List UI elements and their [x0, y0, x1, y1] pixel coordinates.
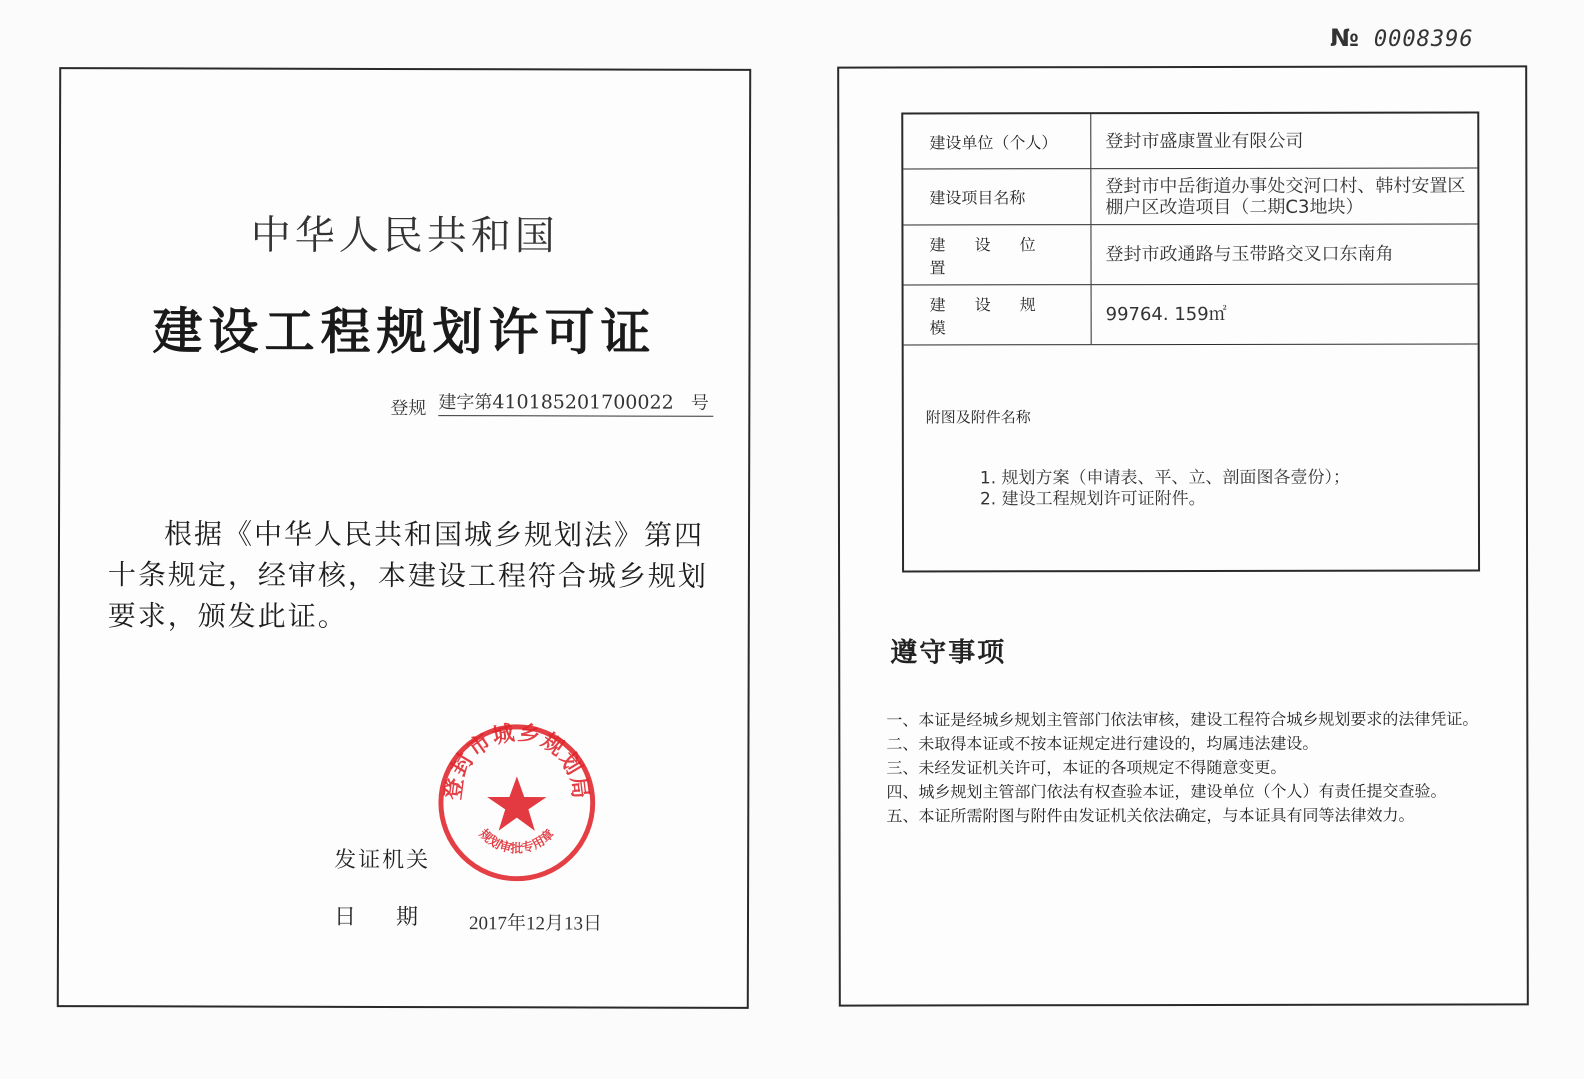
table-row: [903, 113, 1477, 169]
seal-bottom-text: 规划审批专用章: [476, 826, 557, 856]
list-item: 二、未取得本证或不按本证规定进行建设的，均属违法建设。: [886, 733, 1319, 754]
svg-text:规划审批专用章: [476, 825, 557, 856]
table-row: [904, 284, 1478, 345]
permit-suffix: 号: [690, 392, 709, 414]
list-item: 四、城乡规划主管部门依法有权查验本证，建设单位（个人）有责任提交查验。: [886, 781, 1447, 802]
row-value: 登封市政通路与玉带路交叉口东南角: [1105, 243, 1394, 266]
row-label: 建 设 位 置: [903, 225, 1091, 284]
list-item: 2. 建设工程规划许可证附件。: [979, 488, 1206, 510]
list-item: 三、未经发证机关许可，本证的各项规定不得随意变更。: [886, 757, 1287, 778]
list-item: 1. 规划方案（申请表、平、立、剖面图各壹份）；: [979, 467, 1351, 489]
serial-number: [1330, 24, 1474, 52]
list-item: 一、本证是经城乡规划主管部门依法审核，建设工程符合城乡规划要求的法律凭证。: [886, 709, 1479, 730]
certificate-front-page: [57, 67, 751, 1009]
certificate-body-text: 根据《中华人民共和国城乡规划法》第四十条规定，经审核，本建设工程符合城乡规划要求，颁发此证。: [107, 517, 708, 633]
seal-star-icon: [487, 776, 547, 831]
row-value: 登封市盛康置业有限公司: [1105, 130, 1304, 152]
project-info-table: [901, 111, 1480, 572]
row-label: 建设项目名称: [903, 169, 1091, 224]
attachments-heading: 附图及附件名称: [925, 408, 1031, 427]
row-label: 建设单位（个人）: [903, 114, 1091, 168]
notes-heading: 遵守事项: [890, 637, 1007, 669]
row-value: 99764. 159㎡: [1105, 303, 1227, 326]
certificate-title: 建设工程规划许可证: [152, 302, 657, 362]
table-row: [903, 224, 1477, 285]
table-row: [903, 168, 1477, 225]
issue-date-value: 2017年12月13日: [468, 913, 603, 935]
permit-label: 建字第: [438, 392, 493, 414]
serial-value: 0008396: [1373, 27, 1474, 52]
issue-date-label: 日 期: [333, 904, 419, 931]
notes-list: [886, 707, 1486, 828]
permit-prefix: 登规: [390, 397, 427, 420]
permit-number: 410185201700022: [492, 391, 674, 414]
serial-symbol: №: [1330, 24, 1360, 52]
certificate-detail-page: [837, 65, 1529, 1006]
row-label: 建 设 规 模: [904, 285, 1092, 344]
permit-number-underline: [438, 392, 713, 417]
official-seal-icon: [434, 720, 599, 885]
list-item: 五、本证所需附图与附件由发证机关依法确定，与本证具有同等法律效力。: [886, 805, 1415, 826]
permit-number-line: [390, 388, 713, 420]
row-value: 登封市中岳街道办事处交河口村、韩村安置区棚户区改造项目（二期C3地块）: [1105, 175, 1466, 218]
seal-top-text: 登封市城乡规划局: [440, 720, 593, 802]
attachments-list: [980, 468, 1350, 511]
issuing-authority-label: 发证机关: [334, 847, 431, 874]
country-heading: 中华人民共和国: [250, 212, 559, 260]
